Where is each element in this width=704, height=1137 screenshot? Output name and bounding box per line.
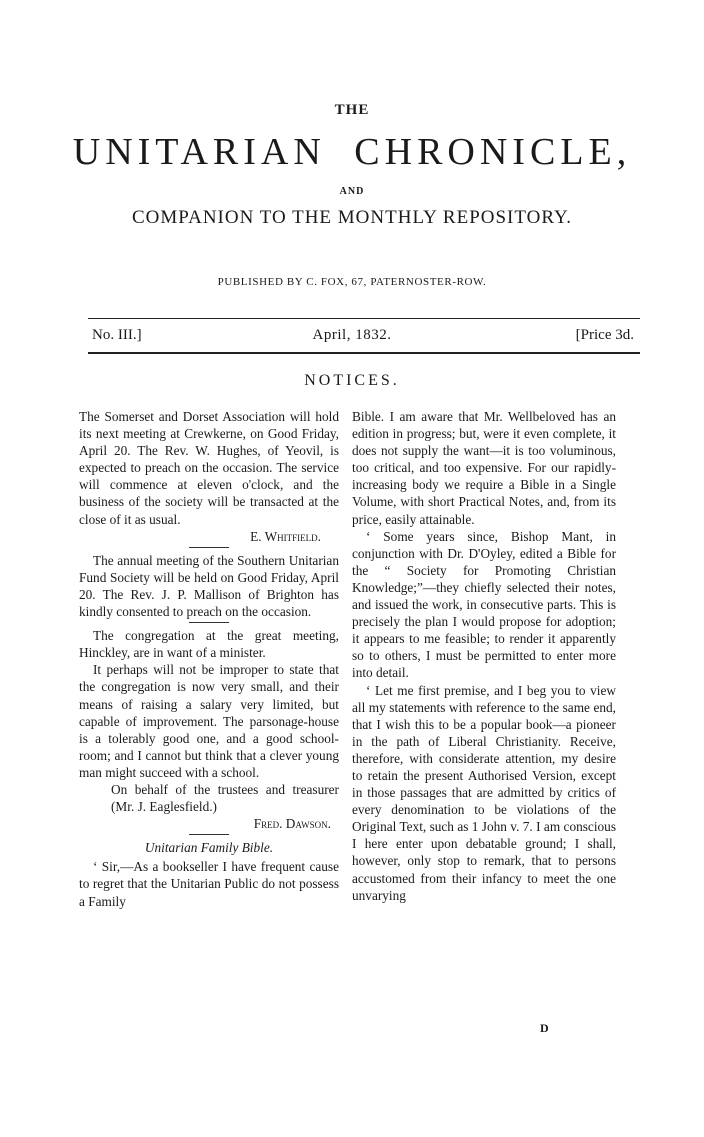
top-rule — [88, 318, 640, 319]
issue-line — [92, 327, 636, 347]
notice-hinckley-details: It perhaps will not be improper to state that the congregation is now very small, and their means of raising a salary very limited, but capable of improvement. The parsonage-house is a tolerably good one, and a good school-room; and I cannot but think that a clever young man might succeed with a school. — [79, 662, 339, 780]
article-heading: Unitarian Family Bible. — [144, 840, 274, 856]
masthead-the: THE — [334, 102, 370, 118]
right-column — [352, 408, 616, 904]
publisher-line: PUBLISHED BY C. FOX, 67, PATERNOSTER-ROW. — [217, 276, 487, 288]
masthead-subtitle: COMPANION TO THE MONTHLY REPOSITORY. — [131, 207, 573, 228]
masthead-title: UNITARIAN CHRONICLE, — [72, 131, 632, 173]
masthead-and: AND — [339, 186, 365, 197]
notice-hinckley: The congregation at the great meeting, Hinckley, are in want of a minister. — [79, 628, 339, 661]
divider — [189, 622, 229, 623]
issue-number: No. III.] — [92, 327, 142, 343]
signature-dawson: Fred. Dawson. — [253, 816, 331, 832]
article-text-start: ‘ Sir,—As a bookseller I have frequent cause to regret that the Unitarian Public do not possess a Family — [79, 859, 339, 909]
notice-somerset-dorset: The Somerset and Dorset Association will hold its next meeting at Crewkerne, on Good Friday, April 20. The Rev. W. Hughes, of Yeovil, is expected to preach on the occasion. The service will commence at eleven o'clock, and the business of the society will be transacted at the close of it as usual. — [79, 409, 339, 527]
behalf-line: On behalf of the trustees and treasurer (Mr. J. Eaglesfield.) — [111, 781, 339, 815]
issue-date: April, 1832. — [312, 327, 392, 343]
signature-whitfield: E. Whitfield. — [250, 528, 321, 544]
divider — [189, 834, 229, 835]
article-para-1: Bible. I am aware that Mr. Wellbeloved has an edition in progress; but, were it even complete, it does not supply the want—it is too voluminous, too critical, and too expensive. For our rapidly-increasing body we require a Bible in a Single Volume, with short Practical Notes, and, from its price, easily attainable. — [352, 409, 616, 527]
bottom-rule — [88, 352, 640, 354]
section-title: NOTICES. — [304, 372, 400, 389]
article-para-2: ‘ Some years since, Bishop Mant, in conjunction with Dr. D'Oyley, edited a Bible for the “ Society for Promoting Christian Knowledge;”—they chiefly selected their notes, and issued the work, in consecutive parts. This is precisely the plan I would propose for adoption; it appears to me feasible; to render it apparently so to others, I must be permitted to enter more into detail. — [352, 528, 616, 681]
notice-southern-fund: The annual meeting of the Southern Unitarian Fund Society will be held on Good Friday, April 20. The Rev. J. P. Mallison of Brighton has kindly consented to preach on the occasion. — [79, 552, 339, 620]
divider — [189, 547, 229, 548]
printer-signature-mark: D — [540, 1021, 549, 1035]
issue-price: [Price 3d. — [575, 327, 634, 343]
article-para-3: ‘ Let me first premise, and I beg you to view all my statements with reference to the same end, that I wish this to be a popular book—a pioneer in the path of Liberal Christianity. Receive, therefore, with considerate attention, my desire to retain the present Authorised Version, except in those passages that are admitted by critics of every denomination to be violations of the Original Text, such as 1 John v. 7. I am conscious I here enter upon debatable ground; I shall, however, only stop to remark, that to persons accustomed from their infancy to meet the one unvarying — [352, 682, 616, 903]
left-column — [79, 408, 339, 910]
